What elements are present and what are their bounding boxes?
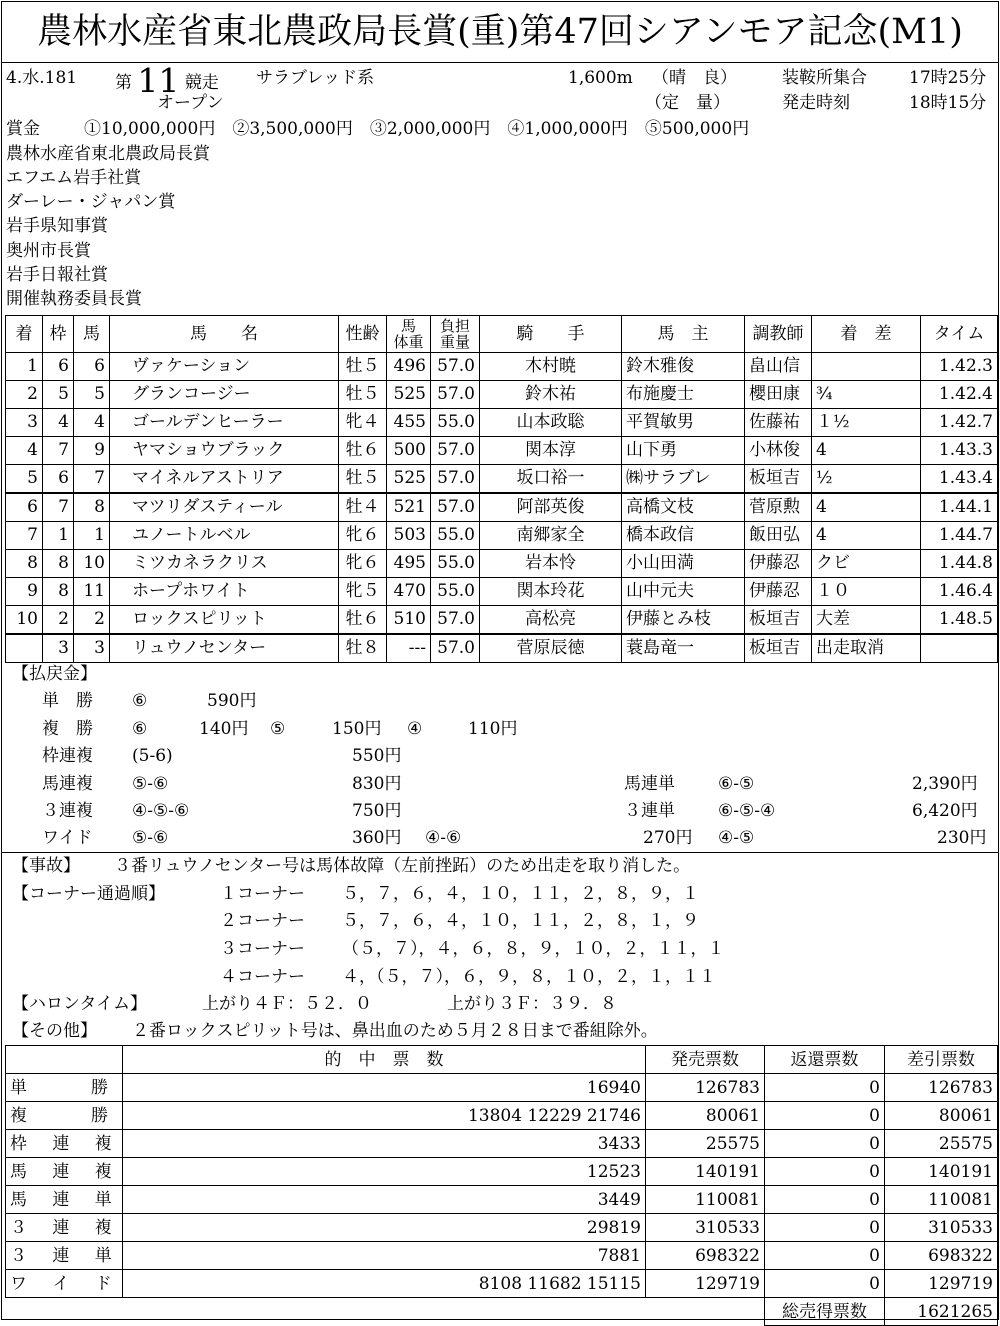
- vote-refund: 0: [765, 1158, 885, 1186]
- result-rank: 10: [6, 606, 43, 635]
- result-owner: 山下勇: [622, 437, 745, 465]
- result-margin: 4: [812, 493, 921, 522]
- corner-1-label: １コーナー: [220, 884, 305, 904]
- race-no: 11: [137, 61, 180, 100]
- corner-2-order: ５，７，６，４，１０，１１，２，８，１，９: [342, 911, 699, 931]
- result-trainer: 櫻田康: [745, 381, 812, 409]
- vote-sold: 25575: [646, 1130, 765, 1158]
- result-trainer: 飯田弘: [745, 522, 812, 550]
- result-num: 5: [74, 381, 110, 409]
- trio-combo: ④-⑤-⑥: [132, 801, 190, 821]
- header-time: タイム: [921, 316, 998, 353]
- vote-row: [6, 1158, 998, 1186]
- umaren-combo: ⑤-⑥: [132, 774, 169, 794]
- result-horse-name: ロックスピリット: [110, 606, 339, 635]
- vote-sold: 140191: [646, 1158, 765, 1186]
- result-owner: 小山田満: [622, 550, 745, 578]
- result-margin: １０: [812, 578, 921, 606]
- vote-hits: 29819: [123, 1214, 646, 1242]
- vote-refund: 0: [765, 1242, 885, 1270]
- start-label: 発走時刻: [782, 93, 850, 113]
- header-margin: 着 差: [812, 316, 921, 353]
- vote-hits: 13804 12229 21746: [123, 1102, 646, 1130]
- result-frame: 5: [43, 381, 74, 409]
- result-weight: 525: [387, 465, 431, 494]
- result-time: 1.44.7: [921, 522, 998, 550]
- vote-row: [6, 1130, 998, 1158]
- tansho-amount: 590円: [207, 691, 257, 711]
- header-rank: 着: [6, 316, 43, 353]
- result-jockey: 坂口裕一: [480, 465, 622, 494]
- result-frame: 6: [43, 465, 74, 494]
- vote-row: [6, 1102, 998, 1130]
- results-header-row: [6, 316, 998, 353]
- result-trainer: 小林俊: [745, 437, 812, 465]
- result-frame: 6: [43, 353, 74, 381]
- umaren-amount: 830円: [352, 774, 402, 794]
- result-owner: 平賀敏男: [622, 409, 745, 437]
- vote-type: 枠 連 複: [6, 1130, 123, 1158]
- header-frame: 枠: [43, 316, 74, 353]
- vote-row: [6, 1242, 998, 1270]
- result-row: [6, 578, 998, 606]
- result-load: 57.0: [431, 634, 480, 663]
- result-weight: 510: [387, 606, 431, 635]
- result-horse-name: ヤマショウブラック: [110, 437, 339, 465]
- result-num: 6: [74, 353, 110, 381]
- header-num: 馬: [74, 316, 110, 353]
- result-horse-name: グランコージー: [110, 381, 339, 409]
- vote-type: 複 勝: [6, 1102, 123, 1130]
- award-1: 農林水産省東北農政局長賞: [6, 144, 210, 164]
- result-row: [6, 381, 998, 409]
- result-trainer: 板垣吉: [745, 634, 812, 663]
- corner-2-label: ２コーナー: [220, 911, 305, 931]
- result-owner: 蓑島竜一: [622, 634, 745, 663]
- umatan-label: 馬連単: [624, 774, 675, 794]
- result-jockey: 鈴木祐: [480, 381, 622, 409]
- result-num: 10: [74, 550, 110, 578]
- distance: 1,600m: [568, 68, 633, 88]
- result-owner: 高橋文枝: [622, 493, 745, 522]
- header-weight: 馬 体重: [387, 316, 431, 353]
- vote-sold: 129719: [646, 1270, 765, 1298]
- result-time: 1.42.3: [921, 353, 998, 381]
- result-num: 3: [74, 634, 110, 663]
- result-margin: 4: [812, 522, 921, 550]
- vote-sold: 310533: [646, 1214, 765, 1242]
- result-jockey: 関本淳: [480, 437, 622, 465]
- vote-net: 140191: [885, 1158, 998, 1186]
- vote-row: [6, 1074, 998, 1102]
- trifecta-amount: 6,420円: [912, 801, 978, 821]
- prize-label: 賞金: [6, 119, 40, 139]
- vote-hits: 16940: [123, 1074, 646, 1102]
- weather: （晴 良）: [652, 68, 737, 88]
- result-rank: [6, 634, 43, 663]
- corner-3-order: （５，７），４，６，８，９，１０，２，１１，１: [342, 939, 725, 959]
- result-load: 57.0: [431, 493, 480, 522]
- result-row: [6, 353, 998, 381]
- result-horse-name: マツリダスティール: [110, 493, 339, 522]
- result-frame: 7: [43, 437, 74, 465]
- result-load: 55.0: [431, 409, 480, 437]
- result-weight: 525: [387, 381, 431, 409]
- result-row: [6, 437, 998, 465]
- header-sexage: 性齢: [339, 316, 387, 353]
- umatan-combo: ⑥-⑤: [718, 774, 755, 794]
- wakuren-label: 枠連複: [42, 746, 93, 766]
- vote-sold: 110081: [646, 1186, 765, 1214]
- result-sexage: 牝４: [339, 409, 387, 437]
- result-rank: 9: [6, 578, 43, 606]
- vote-net: 110081: [885, 1186, 998, 1214]
- result-owner: 山中元夫: [622, 578, 745, 606]
- result-jockey: 高松亮: [480, 606, 622, 635]
- result-load: 57.0: [431, 606, 480, 635]
- accident-label: 【事故】: [12, 856, 80, 876]
- vote-hits: 7881: [123, 1242, 646, 1270]
- result-owner: ㈱サラブレ: [622, 465, 745, 494]
- result-trainer: 畠山信: [745, 353, 812, 381]
- result-horse-name: マイネルアストリア: [110, 465, 339, 494]
- vote-type: ワ イ ド: [6, 1270, 123, 1298]
- votes-header-refund: 返還票数: [765, 1046, 885, 1074]
- result-time: [921, 634, 998, 663]
- breed: サラブレッド系: [256, 68, 375, 88]
- vote-net: 698322: [885, 1242, 998, 1270]
- corner-1-order: ５，７，６，４，１０，１１，２，８，９，１: [342, 884, 699, 904]
- fukusho-combo-2: ⑤: [270, 719, 286, 739]
- wide-label: ワイド: [42, 828, 93, 848]
- result-rank: 5: [6, 465, 43, 494]
- vote-hits: 12523: [123, 1158, 646, 1186]
- result-row: [6, 522, 998, 550]
- result-load: 55.0: [431, 578, 480, 606]
- result-row: [6, 409, 998, 437]
- result-frame: 2: [43, 606, 74, 635]
- result-margin: １½: [812, 409, 921, 437]
- result-owner: 鈴木雅俊: [622, 353, 745, 381]
- votes-total-empty-1: [6, 1298, 123, 1326]
- wide-amount-3: 230円: [937, 828, 987, 848]
- start-time: 18時15分: [909, 93, 987, 113]
- result-sexage: 牡５: [339, 353, 387, 381]
- award-3: ダーレー・ジャパン賞: [6, 192, 176, 212]
- result-row: [6, 634, 998, 663]
- result-horse-name: ヴァケーション: [110, 353, 339, 381]
- trio-label: ３連複: [42, 801, 93, 821]
- result-row: [6, 606, 998, 635]
- result-margin: 4: [812, 437, 921, 465]
- votes-total-empty-2: [123, 1298, 646, 1326]
- prize-amounts: ①10,000,000円 ②3,500,000円 ③2,000,000円 ④1,000,000円 ⑤500,000円: [84, 119, 750, 139]
- votes-header-row: [6, 1046, 998, 1074]
- result-frame: 8: [43, 550, 74, 578]
- result-owner: 橋本政信: [622, 522, 745, 550]
- results-table: [5, 315, 998, 663]
- result-jockey: 南郷家全: [480, 522, 622, 550]
- fukusho-amount-1: 140円: [199, 719, 249, 739]
- result-weight: 455: [387, 409, 431, 437]
- vote-sold: 80061: [646, 1102, 765, 1130]
- fukusho-amount-2: 150円: [332, 719, 382, 739]
- tansho-combo: ⑥: [132, 691, 148, 711]
- result-jockey: 関本玲花: [480, 578, 622, 606]
- result-trainer: 菅原勲: [745, 493, 812, 522]
- votes-header-hits: 的 中 票 数: [123, 1046, 646, 1074]
- furlong-3f: 上がり３Ｆ：３９．８: [447, 994, 617, 1014]
- result-time: 1.42.7: [921, 409, 998, 437]
- votes-header-type: [6, 1046, 123, 1074]
- meeting-code: 4.水.181: [6, 68, 78, 88]
- header-load: 負担 重量: [431, 316, 480, 353]
- result-time: 1.43.3: [921, 437, 998, 465]
- result-horse-name: ゴールデンヒーラー: [110, 409, 339, 437]
- votes-header-net: 差引票数: [885, 1046, 998, 1074]
- vote-hits: 3449: [123, 1186, 646, 1214]
- result-load: 57.0: [431, 437, 480, 465]
- corner-3-label: ３コーナー: [220, 939, 305, 959]
- result-time: 1.48.5: [921, 606, 998, 635]
- result-margin: 出走取消: [812, 634, 921, 663]
- result-sexage: 牝６: [339, 522, 387, 550]
- result-rank: 2: [6, 381, 43, 409]
- result-sexage: 牡６: [339, 606, 387, 635]
- result-sexage: 牡６: [339, 437, 387, 465]
- furlong-label: 【ハロンタイム】: [12, 994, 147, 1014]
- result-rank: 6: [6, 493, 43, 522]
- result-frame: 7: [43, 493, 74, 522]
- result-margin: ½: [812, 465, 921, 494]
- payout-divider: [2, 852, 998, 853]
- furlong-4f: 上がり４Ｆ：５２．０: [202, 994, 372, 1014]
- vote-row: [6, 1214, 998, 1242]
- race-result-sheet: [1, 1, 999, 1320]
- header-trainer: 調教師: [745, 316, 812, 353]
- result-frame: 1: [43, 522, 74, 550]
- race-class: オープン: [157, 93, 224, 113]
- result-num: 9: [74, 437, 110, 465]
- fukusho-combo-3: ④: [407, 719, 423, 739]
- wakuren-amount: 550円: [352, 746, 402, 766]
- result-frame: 8: [43, 578, 74, 606]
- result-time: 1.44.1: [921, 493, 998, 522]
- result-load: 55.0: [431, 550, 480, 578]
- votes-total-value: 1621265: [885, 1298, 998, 1326]
- result-rank: 7: [6, 522, 43, 550]
- result-sexage: 牡５: [339, 465, 387, 494]
- result-jockey: 岩本怜: [480, 550, 622, 578]
- result-trainer: 伊藤忍: [745, 550, 812, 578]
- result-load: 57.0: [431, 465, 480, 494]
- vote-hits: 8108 11682 15115: [123, 1270, 646, 1298]
- wakuren-combo: (5-6): [132, 746, 173, 766]
- result-num: 2: [74, 606, 110, 635]
- vote-row: [6, 1270, 998, 1298]
- award-6: 岩手日報社賞: [6, 265, 108, 285]
- vote-type: 馬 連 単: [6, 1186, 123, 1214]
- result-jockey: 阿部英俊: [480, 493, 622, 522]
- trifecta-label: ３連単: [624, 801, 675, 821]
- result-sexage: 牡５: [339, 381, 387, 409]
- result-sexage: 牝５: [339, 578, 387, 606]
- result-owner: 布施慶士: [622, 381, 745, 409]
- result-time: 1.43.4: [921, 465, 998, 494]
- result-jockey: 菅原辰徳: [480, 634, 622, 663]
- weight-condition: （定 量）: [645, 93, 730, 113]
- header-owner: 馬 主: [622, 316, 745, 353]
- result-horse-name: ホープホワイト: [110, 578, 339, 606]
- header-jockey: 騎 手: [480, 316, 622, 353]
- result-weight: 495: [387, 550, 431, 578]
- result-weight: 470: [387, 578, 431, 606]
- result-row: [6, 465, 998, 494]
- result-num: 7: [74, 465, 110, 494]
- umaren-label: 馬連複: [42, 774, 93, 794]
- fukusho-amount-3: 110円: [468, 719, 518, 739]
- wide-combo-3: ④-⑤: [718, 828, 755, 848]
- header-name: 馬 名: [110, 316, 339, 353]
- votes-header-sold: 発売票数: [646, 1046, 765, 1074]
- result-num: 8: [74, 493, 110, 522]
- award-7: 開催執務委員長賞: [6, 289, 142, 309]
- result-margin: 大差: [812, 606, 921, 635]
- vote-type: 単 勝: [6, 1074, 123, 1102]
- result-sexage: 牡４: [339, 493, 387, 522]
- result-owner: 伊藤とみ枝: [622, 606, 745, 635]
- result-rank: 8: [6, 550, 43, 578]
- vote-net: 129719: [885, 1270, 998, 1298]
- result-jockey: 木村暁: [480, 353, 622, 381]
- vote-net: 25575: [885, 1130, 998, 1158]
- wide-combo-2: ④-⑥: [425, 828, 462, 848]
- umatan-amount: 2,390円: [912, 774, 978, 794]
- votes-table: [5, 1045, 998, 1326]
- result-margin: クビ: [812, 550, 921, 578]
- vote-refund: 0: [765, 1214, 885, 1242]
- other-label: 【その他】: [12, 1021, 97, 1041]
- wide-combo-1: ⑤-⑥: [132, 828, 169, 848]
- vote-net: 80061: [885, 1102, 998, 1130]
- result-trainer: 板垣吉: [745, 465, 812, 494]
- award-2: エフエム岩手社賞: [6, 168, 142, 188]
- result-load: 55.0: [431, 522, 480, 550]
- corner-4-order: ４，（５，７），６，９，８，１０，２，１，１１: [342, 967, 716, 987]
- result-margin: ¾: [812, 381, 921, 409]
- fukusho-label: 複 勝: [42, 719, 93, 739]
- result-horse-name: リュウノセンター: [110, 634, 339, 663]
- result-rank: 4: [6, 437, 43, 465]
- vote-refund: 0: [765, 1186, 885, 1214]
- result-horse-name: ミツカネラクリス: [110, 550, 339, 578]
- payout-heading: 【払戻金】: [12, 664, 97, 684]
- result-weight: 503: [387, 522, 431, 550]
- result-time: 1.42.4: [921, 381, 998, 409]
- result-time: 1.44.8: [921, 550, 998, 578]
- trio-amount: 750円: [352, 801, 402, 821]
- vote-sold: 126783: [646, 1074, 765, 1102]
- vote-type: ３ 連 複: [6, 1214, 123, 1242]
- vote-refund: 0: [765, 1130, 885, 1158]
- result-load: 57.0: [431, 353, 480, 381]
- result-num: 4: [74, 409, 110, 437]
- race-suffix: 競走: [184, 73, 219, 93]
- result-trainer: 伊藤忍: [745, 578, 812, 606]
- corner-4-label: ４コーナー: [220, 967, 305, 987]
- result-time: 1.46.4: [921, 578, 998, 606]
- result-weight: 521: [387, 493, 431, 522]
- award-4: 岩手県知事賞: [6, 216, 108, 236]
- vote-net: 126783: [885, 1074, 998, 1102]
- votes-total-empty-3: [646, 1298, 765, 1326]
- votes-total-label: 総売得票数: [765, 1298, 885, 1326]
- result-load: 57.0: [431, 381, 480, 409]
- result-horse-name: ユノートルベル: [110, 522, 339, 550]
- vote-net: 310533: [885, 1214, 998, 1242]
- fukusho-combo-1: ⑥: [132, 719, 148, 739]
- result-frame: 3: [43, 634, 74, 663]
- award-5: 奥州市長賞: [6, 241, 91, 261]
- result-weight: 496: [387, 353, 431, 381]
- race-prefix: 第: [115, 73, 132, 93]
- result-row: [6, 493, 998, 522]
- race-title: 農林水産省東北農政局長賞(重)第47回シアンモア記念(M1): [37, 12, 963, 52]
- accident-text: ３番リュウノセンター号は馬体故障（左前挫跖）のため出走を取り消した。: [114, 856, 691, 876]
- wide-amount-1: 360円: [352, 828, 402, 848]
- trifecta-combo: ⑥-⑤-④: [718, 801, 776, 821]
- vote-refund: 0: [765, 1270, 885, 1298]
- vote-refund: 0: [765, 1102, 885, 1130]
- vote-hits: 3433: [123, 1130, 646, 1158]
- result-rank: 1: [6, 353, 43, 381]
- vote-row: [6, 1186, 998, 1214]
- result-num: 11: [74, 578, 110, 606]
- result-rank: 3: [6, 409, 43, 437]
- result-weight: ---: [387, 634, 431, 663]
- vote-type: 馬 連 複: [6, 1158, 123, 1186]
- tansho-label: 単 勝: [42, 691, 93, 711]
- result-sexage: 牡８: [339, 634, 387, 663]
- gather-label: 装鞍所集合: [782, 68, 867, 88]
- corner-label: 【コーナー通過順】: [12, 884, 165, 904]
- wide-amount-2: 270円: [643, 828, 693, 848]
- result-frame: 4: [43, 409, 74, 437]
- result-num: 1: [74, 522, 110, 550]
- result-trainer: 板垣吉: [745, 606, 812, 635]
- vote-refund: 0: [765, 1074, 885, 1102]
- result-weight: 500: [387, 437, 431, 465]
- gather-time: 17時25分: [909, 68, 987, 88]
- result-margin: [812, 353, 921, 381]
- result-sexage: 牝６: [339, 550, 387, 578]
- votes-total-row: [6, 1298, 998, 1326]
- other-text: ２番ロックスピリット号は、鼻出血のため５月２８日まで番組除外。: [132, 1021, 658, 1041]
- result-jockey: 山本政聡: [480, 409, 622, 437]
- result-row: [6, 550, 998, 578]
- vote-type: ３ 連 単: [6, 1242, 123, 1270]
- result-trainer: 佐藤祐: [745, 409, 812, 437]
- vote-sold: 698322: [646, 1242, 765, 1270]
